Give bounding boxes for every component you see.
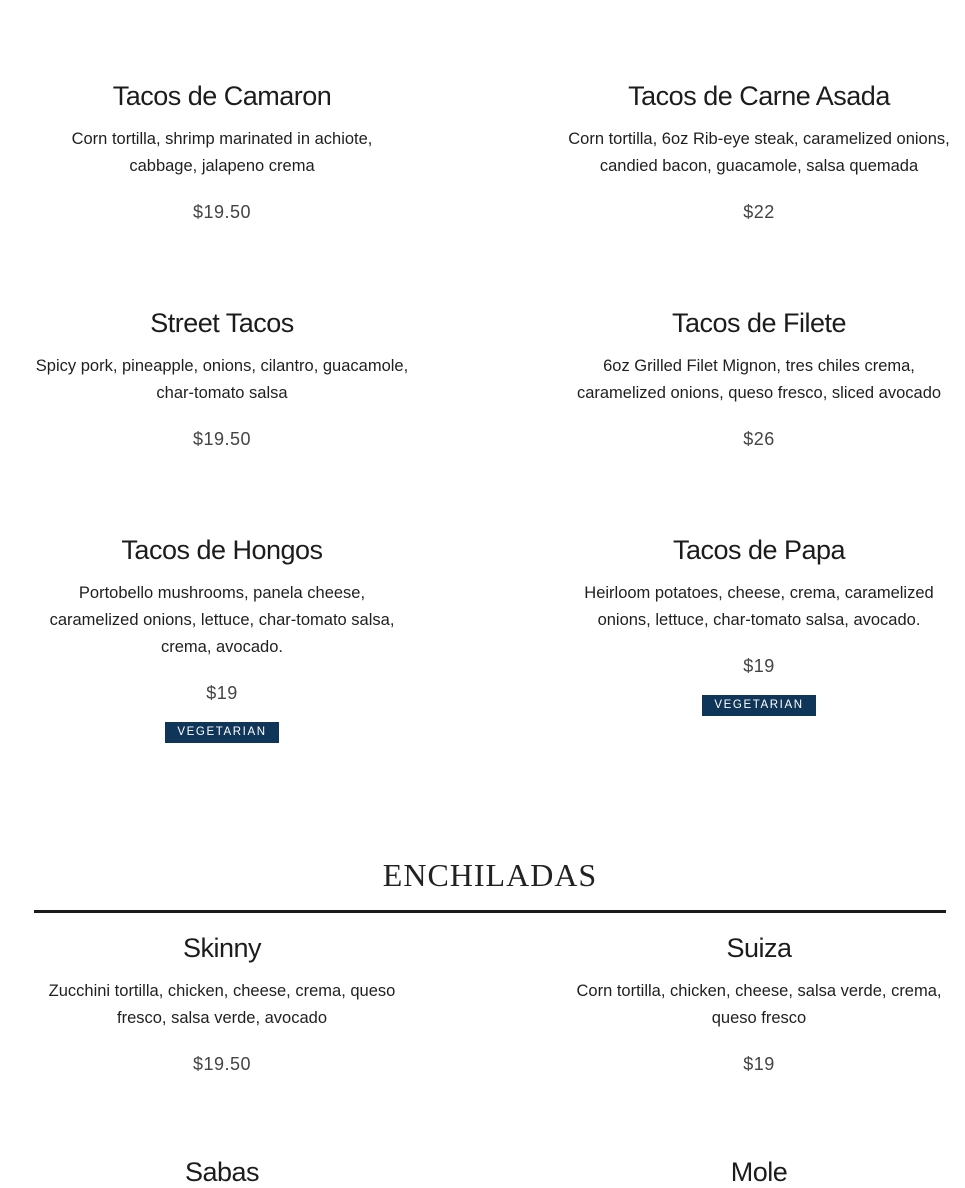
item-name: Tacos de Camaron <box>112 81 332 111</box>
item-price: $19 <box>743 1054 775 1074</box>
item-price: $22 <box>743 202 775 222</box>
vegetarian-badge: VEGETARIAN <box>702 695 815 716</box>
item-description: 6oz Grilled Filet Mignon, tres chiles crema, caramelized onions, queso fresco, sliced avocado <box>576 357 942 402</box>
item-price: $19.50 <box>192 202 252 222</box>
menu-item-tacos-de-filete <box>565 307 953 451</box>
vegetarian-badge: VEGETARIAN <box>165 722 278 743</box>
item-price: $19 <box>743 656 775 676</box>
item-description: Spicy pork, pineapple, onions, cilantro, guacamole, char-tomato salsa <box>35 357 409 402</box>
section-title-enchiladas: ENCHILADAS <box>382 857 598 893</box>
item-price: $26 <box>743 429 775 449</box>
section-divider <box>34 910 946 913</box>
item-name: Skinny <box>182 933 262 963</box>
item-price: $19.50 <box>192 429 252 449</box>
menu-item-mole <box>565 1156 953 1188</box>
item-name: Tacos de Hongos <box>121 535 323 565</box>
menu-item-sabas <box>28 1156 416 1188</box>
item-name: Street Tacos <box>150 308 294 338</box>
item-name: Tacos de Papa <box>672 535 846 565</box>
menu-item-skinny <box>28 932 416 1076</box>
item-description: Zucchini tortilla, chicken, cheese, crema, queso fresco, salsa verde, avocado <box>48 982 396 1027</box>
menu-item-tacos-de-papa <box>565 534 953 716</box>
item-description: Corn tortilla, chicken, cheese, salsa verde, crema, queso fresco <box>576 982 942 1027</box>
item-name: Tacos de Filete <box>671 308 847 338</box>
item-name: Suiza <box>726 933 792 963</box>
item-name: Sabas <box>184 1157 260 1187</box>
item-description: Portobello mushrooms, panela cheese, caramelized onions, lettuce, char-tomato salsa, crema, avocado. <box>49 584 395 656</box>
item-description: Corn tortilla, shrimp marinated in achiote, cabbage, jalapeno crema <box>71 130 373 175</box>
item-name: Tacos de Carne Asada <box>628 81 890 111</box>
item-description: Corn tortilla, 6oz Rib-eye steak, caramelized onions, candied bacon, guacamole, salsa quemada <box>568 130 950 175</box>
item-price: $19.50 <box>192 1054 252 1074</box>
menu-item-street-tacos <box>28 307 416 451</box>
item-description: Heirloom potatoes, cheese, crema, caramelized onions, lettuce, char-tomato salsa, avocado. <box>584 584 934 629</box>
item-name: Mole <box>730 1157 788 1187</box>
menu-item-tacos-de-camaron <box>28 80 416 224</box>
item-price: $19 <box>206 683 238 703</box>
menu-item-suiza <box>565 932 953 1076</box>
menu-item-tacos-de-hongos <box>28 534 416 743</box>
menu-item-tacos-de-carne-asada <box>565 80 953 224</box>
